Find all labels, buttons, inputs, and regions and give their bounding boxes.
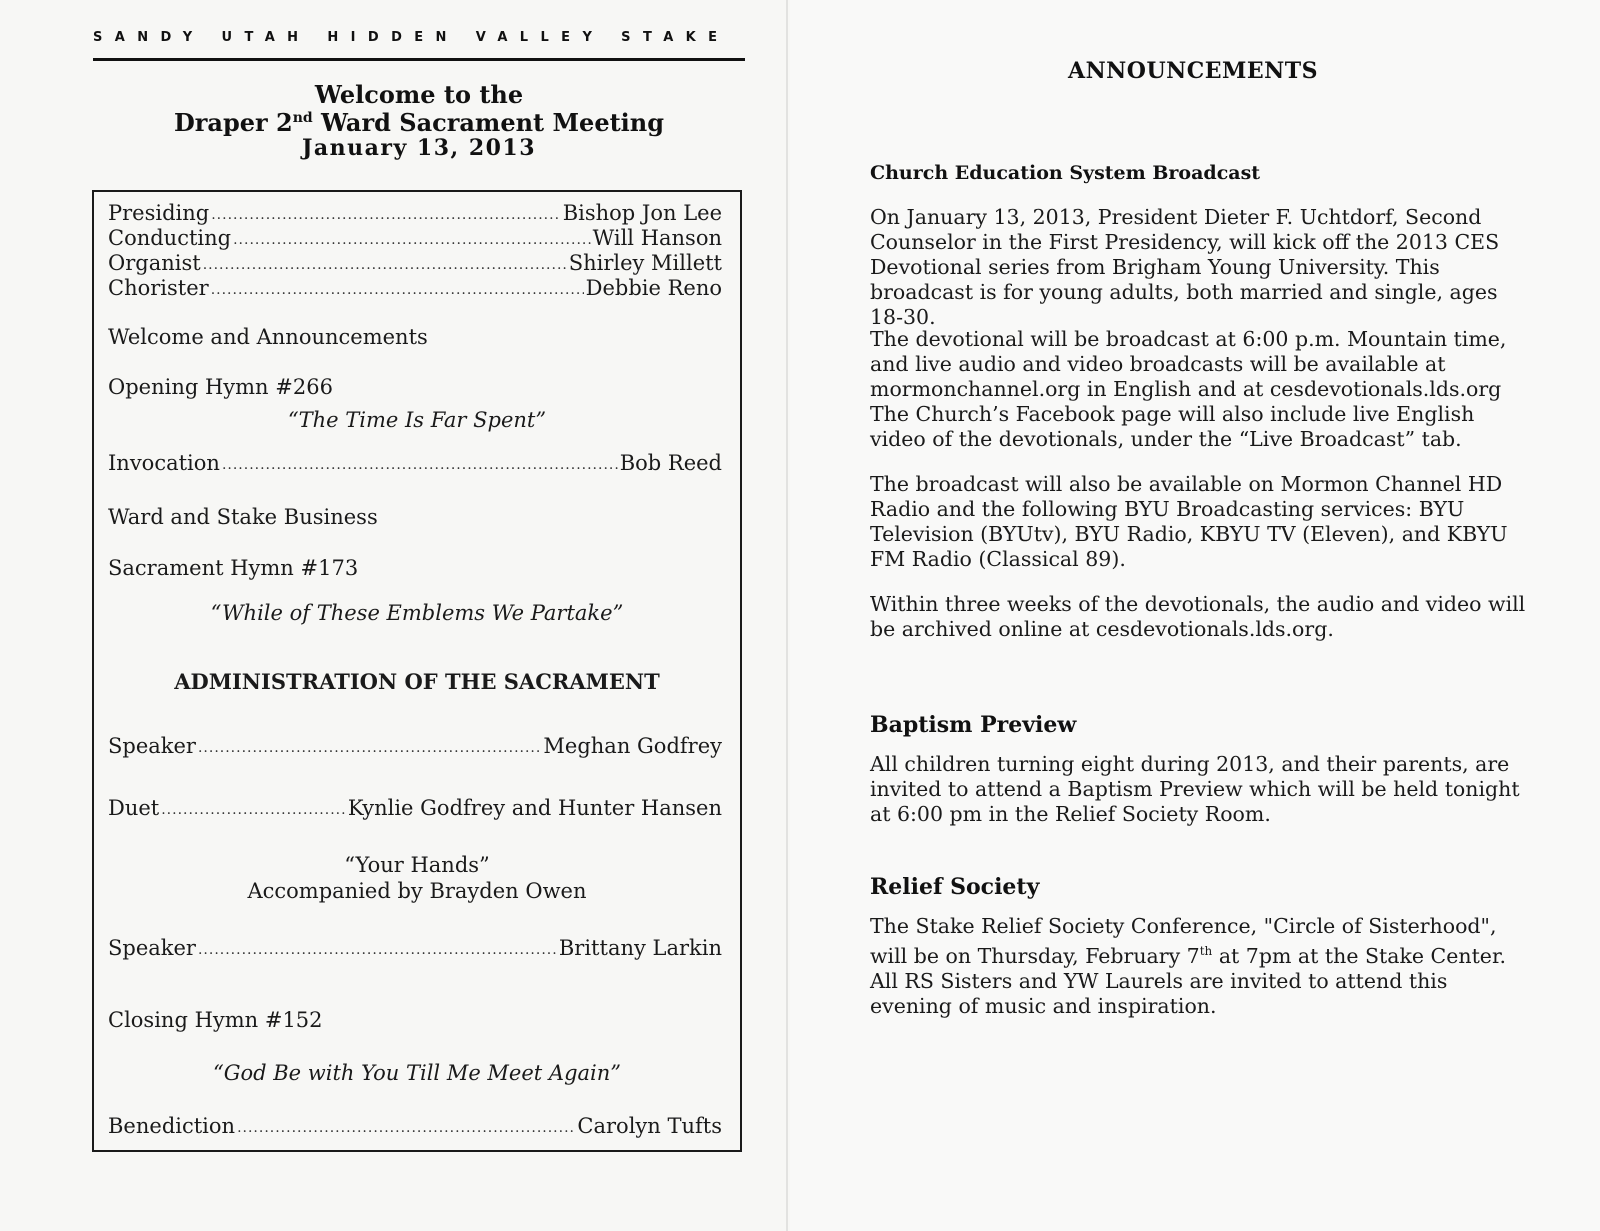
program-box [92,190,742,1152]
leader-dots [198,935,557,961]
relief-society-heading: Relief Society [870,874,1040,900]
closing-hymn: Closing Hymn #152 [108,1008,323,1032]
duet-accompaniment: Accompanied by Brayden Owen [247,879,587,903]
page-fold [786,0,788,1231]
leader-dots [237,1113,575,1139]
officer-label: Chorister [108,276,209,300]
ces-heading: Church Education System Broadcast [870,162,1261,184]
officer-label: Presiding [108,201,210,225]
officer-row-organist [108,250,722,276]
leader-dots [233,225,591,251]
meeting-title-pre: Draper 2 [173,108,293,137]
ces-paragraph-1: On January 13, 2013, President Dieter F. Uchtdorf, Second Counselor in the First Presidency, will kick off the 2013 CES Devotional series from Brigham Young University. This broadcast is for young adults, both married and single, ages 18-30. [870,205,1500,329]
officer-value: Will Hanson [592,226,722,250]
sacrament-hymn: Sacrament Hymn #173 [108,556,359,580]
officer-value: Shirley Millett [568,251,722,275]
baptism-heading: Baptism Preview [870,712,1077,738]
announcements-title: ANNOUNCEMENTS [1068,58,1319,84]
speaker-label: Speaker [108,734,196,758]
closing-hymn-title: “God Be with You Till Me Meet Again” [212,1061,622,1085]
invocation-label: Invocation [108,451,220,475]
speaker-row-1 [108,733,722,759]
officer-row-presiding [108,200,722,226]
welcome-announcements: Welcome and Announcements [108,325,428,349]
opening-hymn: Opening Hymn #266 [108,375,333,399]
duet-value: Kynlie Godfrey and Hunter Hansen [347,796,722,820]
relief-society-paragraph [870,914,1530,1019]
ces-paragraph-3: The broadcast will also be available on Mormon Channel HD Radio and the following BYU Broadcasting services: BYU Television (BYUtv), BYU Radio, KBYU TV (Eleven), and KBYU FM Radio (Classical 89). [870,472,1508,571]
speaker-value: Meghan Godfrey [543,734,722,758]
ward-stake-business: Ward and Stake Business [108,505,378,529]
leader-dots [161,795,346,821]
officer-value: Debbie Reno [585,276,722,300]
header-rule [93,58,745,61]
leader-dots [203,250,567,276]
speaker-value: Brittany Larkin [558,936,722,960]
officer-label: Organist [108,251,201,275]
officer-row-conducting [108,225,722,251]
meeting-title [93,108,745,137]
officer-label: Conducting [108,226,232,250]
speaker-row-2 [108,935,722,961]
benediction-label: Benediction [108,1114,236,1138]
officer-row-chorister [108,275,722,301]
duet-song: “Your Hands” [344,853,490,877]
stake-header: SANDY UTAH HIDDEN VALLEY STAKE [93,30,730,45]
rs-text-post: at 7pm at the Stake Center. All RS Sisters and YW Laurels are invited to attend this evening of music and inspiration. [870,944,1507,1018]
leader-dots [211,200,561,226]
ces-paragraph-2: The devotional will be broadcast at 6:00 p.m. Mountain time, and live audio and video broadcasts will be available at mormonchannel.org in English and at cesdevotionals.lds.org The Church’s Facebook page will also include live English video of the devotionals, under the “Live Broadcast” tab. [870,327,1507,451]
leader-dots [211,275,584,301]
sacrament-hymn-title: “While of These Emblems We Partake” [210,601,624,625]
ces-paragraph-4: Within three weeks of the devotionals, the audio and video will be archived online at cesdevotionals.lds.org. [870,592,1526,641]
meeting-title-sup: nd [292,110,313,126]
opening-hymn-title: “The Time Is Far Spent” [287,408,547,432]
invocation-value: Bob Reed [619,451,722,475]
rs-text-sup: th [1199,944,1213,958]
duet-row [108,795,722,821]
speaker-label: Speaker [108,936,196,960]
administration-heading: ADMINISTRATION OF THE SACRAMENT [174,669,660,694]
leader-dots [198,733,541,759]
welcome-line: Welcome to the [314,80,524,109]
duet-label: Duet [108,796,160,820]
benediction-row [108,1113,722,1139]
meeting-date: January 13, 2013 [301,135,537,161]
benediction-value: Carolyn Tufts [577,1114,722,1138]
meeting-title-post: Ward Sacrament Meeting [312,108,665,137]
leader-dots [222,450,618,476]
officer-value: Bishop Jon Lee [562,201,722,225]
invocation-row [108,450,722,476]
baptism-paragraph: All children turning eight during 2013, and their parents, are invited to attend a Baptism Preview which will be held tonight at 6:00 pm in the Relief Society Room. [870,752,1520,826]
rs-text-pre: The Stake Relief Society Conference, "Circle of Sisterhood", will be on Thursday, February 7 [870,914,1497,968]
